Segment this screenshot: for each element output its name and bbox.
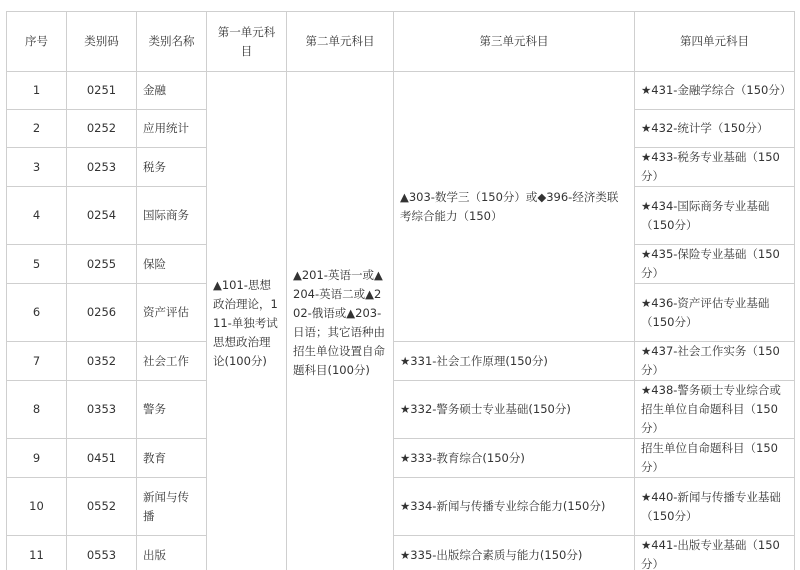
- cell-code: 0552: [67, 478, 137, 536]
- header-unit2: 第二单元科目: [287, 12, 394, 72]
- header-unit1: 第一单元科目: [207, 12, 287, 72]
- cell-seq: 11: [7, 536, 67, 570]
- cell-seq: 8: [7, 381, 67, 439]
- cell-unit3: ★333-教育综合(150分): [394, 439, 635, 478]
- cell-unit4: ★438-警务硕士专业综合或招生单位自命题科目（150分）: [635, 381, 795, 439]
- cell-seq: 2: [7, 110, 67, 148]
- table-row: [7, 342, 795, 381]
- cell-name: 国际商务: [137, 187, 207, 245]
- cell-code: 0255: [67, 245, 137, 284]
- cell-seq: 3: [7, 148, 67, 187]
- cell-seq: 10: [7, 478, 67, 536]
- cell-unit3: ★334-新闻与传播专业综合能力(150分): [394, 478, 635, 536]
- cell-name: 教育: [137, 439, 207, 478]
- cell-seq: 4: [7, 187, 67, 245]
- cell-unit4: ★437-社会工作实务（150分）: [635, 342, 795, 381]
- cell-unit3: ★335-出版综合素质与能力(150分): [394, 536, 635, 570]
- cell-unit3: ★332-警务硕士专业基础(150分): [394, 381, 635, 439]
- cell-name: 警务: [137, 381, 207, 439]
- exam-subject-table: [6, 11, 795, 570]
- cell-name: 保险: [137, 245, 207, 284]
- header-code: 类别码: [67, 12, 137, 72]
- cell-seq: 5: [7, 245, 67, 284]
- cell-unit4: ★433-税务专业基础（150分）: [635, 148, 795, 187]
- header-unit4: 第四单元科目: [635, 12, 795, 72]
- cell-code: 0353: [67, 381, 137, 439]
- cell-name: 资产评估: [137, 284, 207, 342]
- cell-unit4: ★432-统计学（150分）: [635, 110, 795, 148]
- cell-name: 金融: [137, 72, 207, 110]
- table-row: [7, 536, 795, 570]
- cell-unit4: ★435-保险专业基础（150分）: [635, 245, 795, 284]
- cell-name: 社会工作: [137, 342, 207, 381]
- table-row: [7, 478, 795, 536]
- cell-name: 应用统计: [137, 110, 207, 148]
- cell-seq: 1: [7, 72, 67, 110]
- cell-seq: 7: [7, 342, 67, 381]
- cell-unit3-merged: ▲303-数学三（150分）或◆396-经济类联考综合能力（150）: [394, 72, 635, 342]
- cell-code: 0251: [67, 72, 137, 110]
- header-name: 类别名称: [137, 12, 207, 72]
- cell-unit3: ★331-社会工作原理(150分): [394, 342, 635, 381]
- table-row: [7, 381, 795, 439]
- cell-unit1-merged: ▲101-思想政治理论，111-单独考试思想政治理论(100分): [207, 72, 287, 570]
- cell-unit4: ★431-金融学综合（150分）: [635, 72, 795, 110]
- cell-code: 0252: [67, 110, 137, 148]
- cell-seq: 6: [7, 284, 67, 342]
- header-unit3: 第三单元科目: [394, 12, 635, 72]
- table-row: [7, 72, 795, 110]
- cell-name: 新闻与传播: [137, 478, 207, 536]
- cell-code: 0352: [67, 342, 137, 381]
- cell-seq: 9: [7, 439, 67, 478]
- cell-code: 0253: [67, 148, 137, 187]
- cell-unit4: ★440-新闻与传播专业基础（150分）: [635, 478, 795, 536]
- header-seq: 序号: [7, 12, 67, 72]
- cell-code: 0254: [67, 187, 137, 245]
- cell-code: 0451: [67, 439, 137, 478]
- cell-name: 税务: [137, 148, 207, 187]
- cell-unit4: ★436-资产评估专业基础（150分）: [635, 284, 795, 342]
- cell-unit4: 招生单位自命题科目（150分）: [635, 439, 795, 478]
- cell-unit4: ★434-国际商务专业基础（150分）: [635, 187, 795, 245]
- cell-code: 0256: [67, 284, 137, 342]
- table-row: [7, 439, 795, 478]
- cell-code: 0553: [67, 536, 137, 570]
- cell-unit4: ★441-出版专业基础（150分）: [635, 536, 795, 570]
- cell-unit2-merged: ▲201-英语一或▲204-英语二或▲202-俄语或▲203-日语；其它语种由招生单位设置自命题科目(100分): [287, 72, 394, 570]
- table-header-row: [7, 12, 795, 72]
- cell-name: 出版: [137, 536, 207, 570]
